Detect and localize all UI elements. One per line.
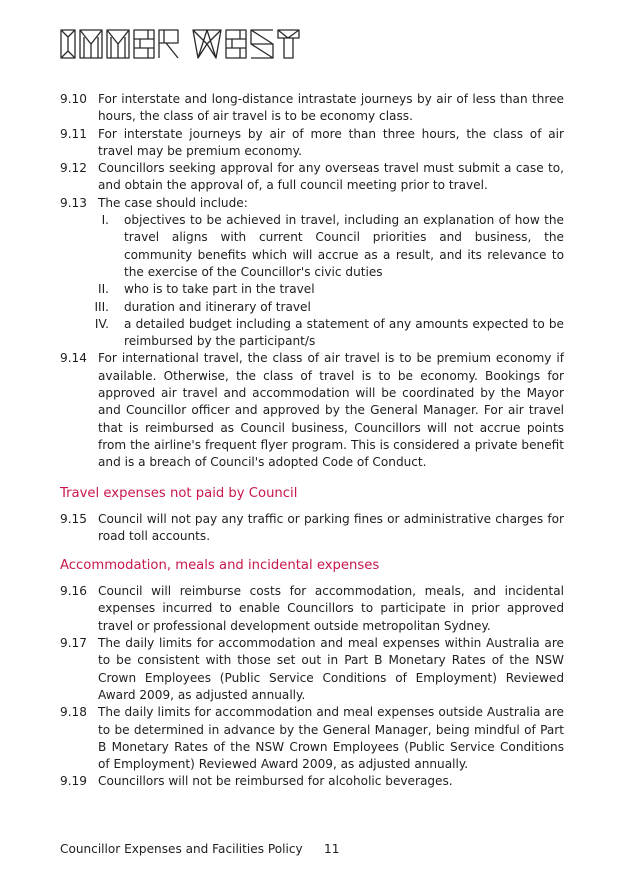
clause-number: 9.15 — [60, 511, 87, 526]
sub-list-item — [60, 316, 564, 351]
clause-list-a — [60, 91, 564, 212]
case-requirements-list — [60, 212, 564, 350]
sub-item-text: duration and itinerary of travel — [124, 299, 311, 314]
clause-number: 9.18 — [60, 705, 87, 720]
clause-number: 9.16 — [60, 584, 87, 599]
clause-text: The case should include: — [98, 195, 248, 210]
sub-item-text: objectives to be achieved in travel, including an explanation of how the travel aligns with current Council priorities and business, the community benefits which will accrue as a result, and its relevance to the exercise of the Councillor's civic duties — [124, 213, 564, 279]
section-heading-travel-expenses: Travel expenses not paid by Council — [60, 485, 298, 501]
clause-number: 9.17 — [60, 636, 87, 651]
clause-text: For interstate and long-distance intrastate journeys by air of less than three hours, the class of air travel is to be economy class. — [98, 92, 564, 124]
roman-numeral: IV. — [94, 316, 109, 331]
roman-numeral: III. — [94, 299, 109, 314]
clause-number: 9.19 — [60, 774, 87, 789]
sub-item-text: who is to take part in the travel — [124, 282, 315, 297]
clause-item — [60, 583, 564, 635]
clause-list-c — [60, 511, 564, 546]
clause-item — [60, 704, 564, 773]
page-number: 11 — [324, 842, 340, 856]
clause-text: For international travel, the class of air travel is to be premium economy if available. Otherwise, the class of travel is to be economy. Bookings for approved air travel and accommodation will be coordinated by the Mayor and Councillor officer and approved by the General Manager. For air travel that is reimbursed as Council business, Councillors will not accrue points from the airline's frequent flyer program. This is considered a private benefit and is a breach of Council's adopted Code of Conduct. — [98, 351, 564, 470]
clause-number: 9.14 — [60, 351, 87, 366]
clause-list-b — [60, 350, 564, 471]
clause-item — [60, 160, 564, 195]
sub-list-item — [60, 212, 564, 281]
sub-list-item — [60, 281, 564, 298]
clause-item — [60, 773, 564, 790]
clause-text: For interstate journeys by air of more than three hours, the class of air travel may be premium economy. — [98, 126, 564, 158]
sub-list-item — [60, 299, 564, 316]
clause-number: 9.13 — [60, 195, 87, 210]
clause-number: 9.10 — [60, 92, 87, 106]
clause-item — [60, 126, 564, 161]
roman-numeral: II. — [98, 282, 109, 297]
clause-number: 9.12 — [60, 161, 87, 176]
section-heading-accommodation: Accommodation, meals and incidental expenses — [60, 558, 380, 574]
policy-content — [60, 91, 564, 791]
clause-number: 9.11 — [60, 126, 87, 141]
clause-item — [60, 195, 564, 212]
sub-item-text: a detailed budget including a statement of any amounts expected to be reimbursed by the participant/s — [124, 316, 564, 349]
page-footer — [60, 842, 339, 856]
clause-item — [60, 350, 564, 471]
clause-list-d — [60, 583, 564, 791]
inner-west-logo — [60, 27, 300, 61]
clause-item — [60, 635, 564, 704]
clause-item — [60, 511, 564, 546]
clause-text: Councillors will not be reimbursed for alcoholic beverages. — [98, 774, 453, 789]
clause-item — [60, 91, 564, 126]
clause-text: Councillors seeking approval for any overseas travel must submit a case to, and obtain the approval of, a full council meeting prior to travel. — [98, 161, 564, 193]
clause-text: Council will reimburse costs for accommodation, meals, and incidental expenses incurred to enable Councillors to participate in prior approved travel or professional development outside metropolitan Sydney. — [98, 584, 564, 633]
roman-numeral: I. — [101, 213, 109, 228]
logo-graphic — [60, 27, 300, 61]
footer-document-title: Councillor Expenses and Facilities Policy — [60, 842, 303, 856]
clause-text: Council will not pay any traffic or parking fines or administrative charges for road toll accounts. — [98, 511, 564, 543]
clause-text: The daily limits for accommodation and meal expenses outside Australia are to be determined in advance by the General Manager, being mindful of Part B Monetary Rates of the NSW Crown Employees (Public Service Conditions of Employment) Reviewed Award 2009, as adjusted annually. — [98, 705, 564, 772]
clause-text: The daily limits for accommodation and meal expenses within Australia are to be consistent with those set out in Part B Monetary Rates of the NSW Crown Employees (Public Service Conditions of Employment) Reviewed Award 2009, as adjusted annually. — [98, 636, 564, 702]
